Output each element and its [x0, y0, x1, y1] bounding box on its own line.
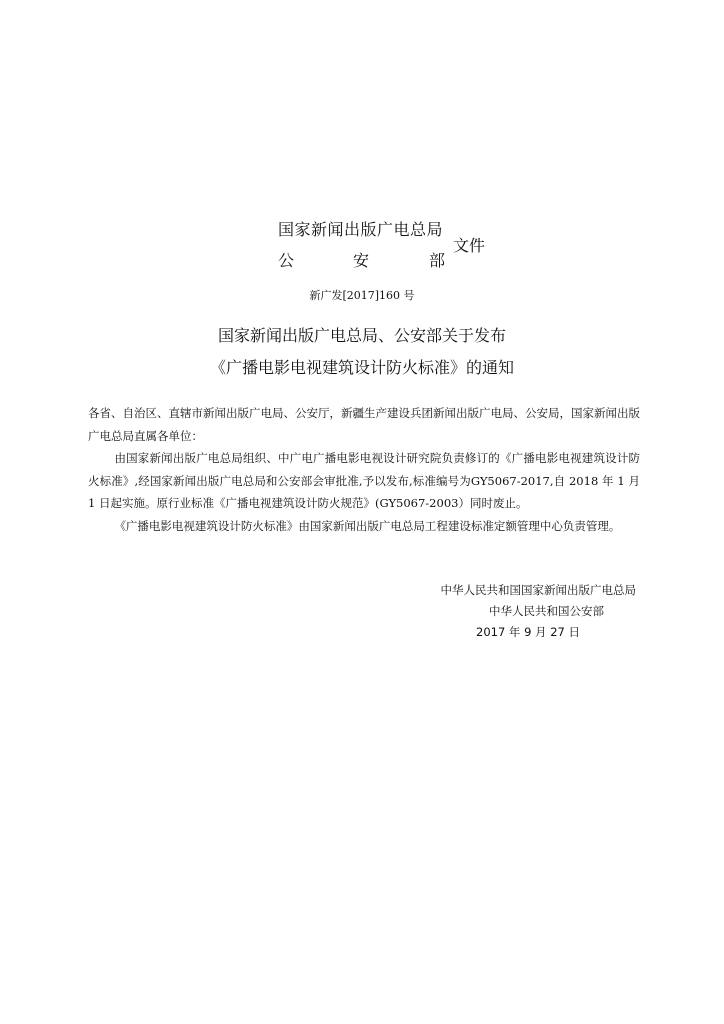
doc-type-suffix: 文件 [453, 236, 486, 255]
signature-date: 2017 年 9 月 27 日 [476, 625, 580, 639]
signature-org-primary: 中华人民共和国国家新闻出版广电总局 [440, 583, 636, 597]
issuer-header [278, 217, 498, 273]
document-number: 新广发[2017]160 号 [309, 289, 415, 302]
body-paragraph: 由国家新闻出版广电总局组织、中广电广播电影电视设计研究院负责修订的《广播电影电视建筑设计防火标准》,经国家新闻出版广电总局和公安部会审批准,予以发布,标准编号为GY5067-2017,自 2018 年 1 月 1 日起实施。原行业标准《广播电视建筑设计防火规范》(GY5067-2003）同时废止。 [88, 451, 640, 510]
addressee-paragraph: 各省、自治区、直辖市新闻出版广电局、公安厅，新疆生产建设兵团新闻出版广电局、公安局，国家新闻出版广电总局直属各单位： [88, 406, 640, 443]
issuer-char: 公 [278, 251, 295, 270]
issuer-char: 安 [353, 251, 370, 270]
issuer-char: 部 [429, 251, 446, 270]
document-title-line2: 《广播电影电视建筑设计防火标准》的通知 [209, 358, 514, 377]
document-body [88, 402, 640, 537]
signature-block [376, 580, 636, 643]
signature-org-secondary: 中华人民共和国公安部 [489, 604, 604, 618]
body-paragraph: 《广播电影电视建筑设计防火标准》由国家新闻出版广电总局工程建设标准定额管理中心负责管理。 [114, 518, 621, 533]
document-title-line1: 国家新闻出版广电总局、公安部关于发布 [217, 326, 506, 345]
issuer-name-primary: 国家新闻出版广电总局 [278, 220, 444, 239]
